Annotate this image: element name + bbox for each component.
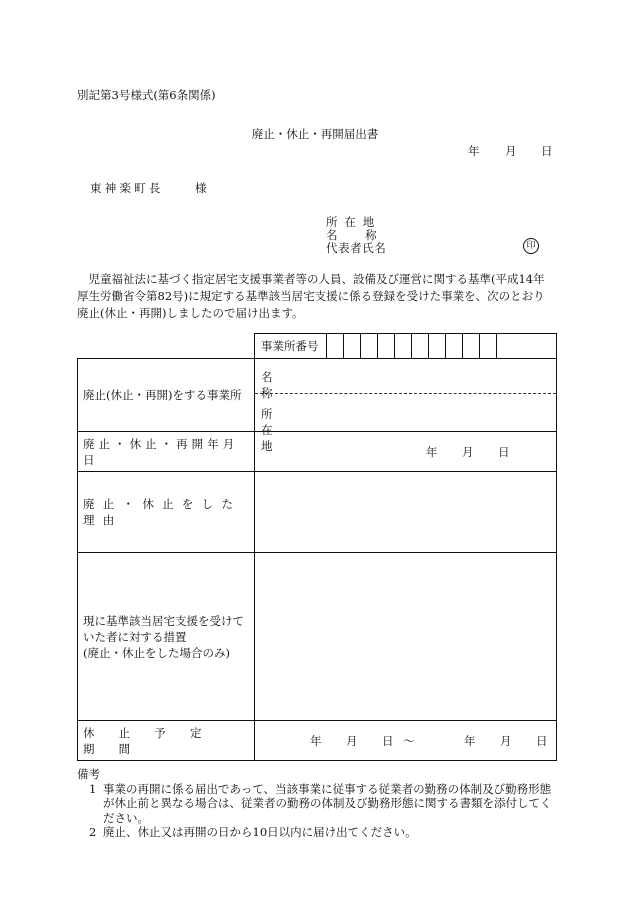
addressee-suffix: 様 bbox=[195, 181, 207, 195]
office-details-cell bbox=[255, 359, 557, 453]
date-row-label: 廃止・休止・再開年月日 bbox=[83, 436, 239, 467]
office-number-digit-6[interactable] bbox=[412, 334, 429, 359]
period-end-year: 年 bbox=[464, 734, 476, 748]
note-number-1: 1 bbox=[89, 781, 97, 796]
office-number-digit-10[interactable] bbox=[480, 334, 497, 359]
notes-section bbox=[77, 767, 557, 840]
period-row-label-cell bbox=[78, 721, 255, 761]
measures-label-line-1: 現に基準該当居宅支援を受けて bbox=[83, 613, 244, 628]
period-end-day: 日 bbox=[536, 734, 548, 748]
office-number-digit-8[interactable] bbox=[446, 334, 463, 359]
office-label: 廃止(休止・再開)をする事業所 bbox=[78, 359, 255, 432]
office-number-digit-11[interactable] bbox=[497, 334, 557, 359]
date-month-label: 月 bbox=[505, 144, 517, 158]
office-number-digit-1[interactable] bbox=[327, 334, 344, 359]
period-field[interactable] bbox=[255, 721, 557, 761]
reason-field[interactable] bbox=[255, 472, 557, 553]
period-start-month: 月 bbox=[346, 734, 358, 748]
period-tilde: ～ bbox=[403, 734, 415, 748]
row-year-label: 年 bbox=[426, 445, 438, 459]
date-row-field[interactable] bbox=[255, 432, 557, 472]
measures-row-label-cell bbox=[78, 553, 255, 721]
blank-corner bbox=[78, 334, 255, 359]
office-address-field[interactable]: 所在地 bbox=[261, 407, 294, 453]
date-day-label: 日 bbox=[541, 144, 553, 158]
row-month-label: 月 bbox=[462, 445, 474, 459]
addressee: 東神楽町長 bbox=[90, 181, 164, 195]
note-text-2: 廃止、休止又は再開の日から10日以内に届け出てください。 bbox=[103, 825, 417, 839]
date-year-label: 年 bbox=[468, 144, 480, 158]
form-reference: 別記第3号様式(第6条関係) bbox=[77, 88, 216, 102]
period-end-month: 月 bbox=[500, 734, 512, 748]
applicant-representative-label: 代表者氏名 bbox=[326, 241, 387, 255]
measures-label-line-2: いた者に対する措置 bbox=[83, 629, 187, 644]
office-name-field[interactable]: 名称 bbox=[255, 359, 556, 394]
measures-label-line-3: (廃止・休止をした場合のみ) bbox=[83, 645, 230, 660]
office-number-digit-4[interactable] bbox=[378, 334, 395, 359]
notes-heading: 備考 bbox=[77, 767, 100, 781]
notification-form-table bbox=[77, 333, 557, 761]
reason-row-label: 廃止・休止をした理由 bbox=[83, 497, 242, 527]
reason-row-label-cell bbox=[78, 472, 255, 553]
row-day-label: 日 bbox=[498, 445, 510, 459]
office-number-digit-2[interactable] bbox=[344, 334, 361, 359]
period-start-day: 日 bbox=[382, 734, 394, 748]
office-number-digit-5[interactable] bbox=[395, 334, 412, 359]
office-number-digit-9[interactable] bbox=[463, 334, 480, 359]
office-number-digit-3[interactable] bbox=[361, 334, 378, 359]
office-number-digit-7[interactable] bbox=[429, 334, 446, 359]
document-title: 廃止・休止・再開届出書 bbox=[251, 127, 379, 141]
period-start-year: 年 bbox=[310, 734, 322, 748]
note-text-1: 事業の再開に係る届出であって、当該事業に従事する従業者の勤務の体制及び勤務形態が休止前と異なる場合は、従業者の勤務の体制及び勤務形態に関する書類を添付してください。 bbox=[103, 781, 552, 825]
office-number-label: 事業所番号 bbox=[255, 334, 327, 359]
seal-mark: 印 bbox=[523, 238, 539, 254]
period-row-label: 休止予定期間 bbox=[83, 725, 226, 756]
measures-field[interactable] bbox=[255, 553, 557, 721]
date-row-label-cell bbox=[78, 432, 255, 472]
note-item-1 bbox=[89, 782, 557, 826]
applicant-name-label: 名称 bbox=[326, 228, 405, 242]
note-item-2 bbox=[89, 825, 557, 840]
note-number-2: 2 bbox=[89, 825, 97, 839]
applicant-address-label: 所在地 bbox=[326, 215, 382, 229]
intro-paragraph: 児童福祉法に基づく指定居宅支援事業者等の人員、設備及び運営に関する基準(平成14年厚生労働省令第82号)に規定する基準該当居宅支援に係る登録を受けた事業を、次のとおり廃止(休止・再開)しましたので届け出ます。 bbox=[77, 272, 545, 320]
